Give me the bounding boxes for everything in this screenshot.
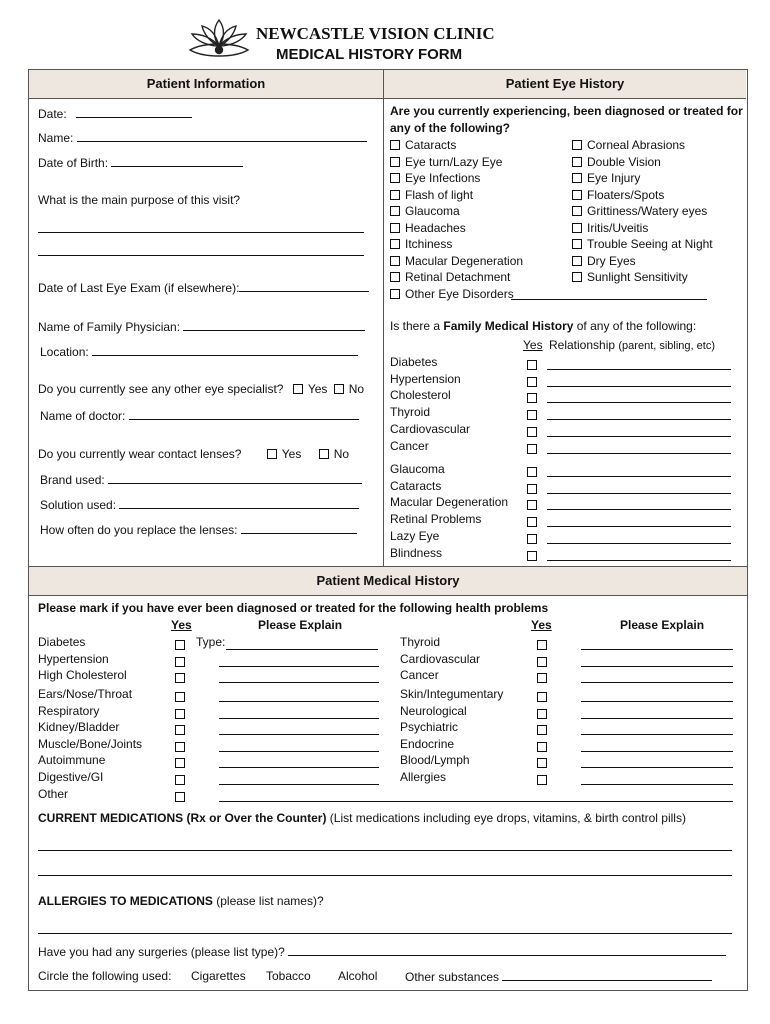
circle-cigarettes[interactable]: Cigarettes <box>191 969 246 983</box>
family-cataracts-checkbox[interactable] <box>527 482 542 496</box>
eye-condition-headaches[interactable] <box>390 221 466 235</box>
solution-field[interactable]: Solution used: <box>40 497 359 512</box>
eye-condition-trouble-seeing-at-night[interactable] <box>572 237 713 251</box>
eye-condition-label: Eye Infections <box>405 171 481 185</box>
family-cholesterol-checkbox[interactable] <box>527 391 542 405</box>
medical-thyroid-explain-line[interactable] <box>581 649 733 650</box>
family-macular-degeneration-relationship-line[interactable] <box>547 509 731 510</box>
medical-ears-nose-throat-checkbox[interactable] <box>175 690 190 704</box>
eye-condition-iritis-uveitis[interactable] <box>572 221 648 235</box>
eye-condition-label: Dry Eyes <box>587 253 636 268</box>
clinic-name: NEWCASTLE VISION CLINIC <box>256 24 495 43</box>
checkbox-icon <box>572 157 582 167</box>
eye-condition-grittiness-watery-eyes[interactable] <box>572 204 707 218</box>
medical-endocrine-checkbox[interactable] <box>537 740 552 754</box>
eye-condition-label: Trouble Seeing at Night <box>587 237 713 251</box>
medications-line-2[interactable] <box>38 875 732 876</box>
medical-digestive-gi-label: Digestive/GI <box>38 770 104 784</box>
name-field[interactable]: Name: <box>38 130 367 145</box>
medical-explain-header-left: Please Explain <box>258 618 343 632</box>
medical-hypertension-explain-line[interactable] <box>219 666 379 667</box>
medical-blood-lymph-explain-line[interactable] <box>581 767 733 768</box>
medical-allergies-label: Allergies <box>400 770 447 784</box>
diabetes-type-label: Type: <box>196 635 226 649</box>
eye-condition-label: Other Eye Disorders <box>405 286 514 301</box>
medical-skin-integumentary-label: Skin/Integumentary <box>400 687 504 701</box>
checkbox-icon <box>390 239 400 249</box>
checkbox-icon <box>572 173 582 183</box>
family-lazy-eye-label: Lazy Eye <box>390 528 440 543</box>
eye-condition-eye-injury[interactable] <box>572 171 640 185</box>
medical-respiratory-label: Respiratory <box>38 703 100 718</box>
medical-cardiovascular-label: Cardiovascular <box>400 651 481 666</box>
medical-muscle-bone-joints-checkbox[interactable] <box>175 740 190 754</box>
eye-condition-label: Headaches <box>405 220 466 235</box>
family-cataracts-label: Cataracts <box>390 478 442 493</box>
patient-eye-history-header: Patient Eye History <box>384 70 746 99</box>
medical-psychiatric-explain-line[interactable] <box>581 734 733 735</box>
contacts-yes-checkbox[interactable]: Yes <box>245 447 302 461</box>
checkbox-icon <box>572 223 582 233</box>
medical-kidney-bladder-label: Kidney/Bladder <box>38 720 120 735</box>
eye-condition-sunlight-sensitivity[interactable] <box>572 270 688 284</box>
medical-autoimmune-label: Autoimmune <box>38 753 106 768</box>
eye-condition-cataracts[interactable] <box>390 138 456 152</box>
family-cardiovascular-label: Cardiovascular <box>390 421 471 436</box>
eye-condition-label: Eye turn/Lazy Eye <box>405 154 503 169</box>
medical-yes-header-right: Yes <box>531 618 552 632</box>
eye-condition-floaters-spots[interactable] <box>572 188 664 202</box>
medical-high-cholesterol-label: High Cholesterol <box>38 668 127 683</box>
medical-high-cholesterol-explain-line[interactable] <box>219 682 379 683</box>
checkbox-icon <box>390 289 400 299</box>
current-medications-label: CURRENT MEDICATIONS (Rx or Over the Counter) (List medications including eye drops, vitamins, & birth control pills) <box>38 811 686 825</box>
medications-line-1[interactable] <box>38 850 732 851</box>
visit-purpose-line-2[interactable] <box>38 255 364 256</box>
visit-purpose-label: What is the main purpose of this visit? <box>38 193 241 207</box>
eye-condition-label: Retinal Detachment <box>405 270 511 284</box>
medical-kidney-bladder-explain-line[interactable] <box>219 734 379 735</box>
family-thyroid-label: Thyroid <box>390 405 431 420</box>
medical-respiratory-checkbox[interactable] <box>175 707 190 721</box>
medical-skin-integumentary-explain-line[interactable] <box>581 701 733 702</box>
circle-used-label: Circle the following used: <box>38 969 172 983</box>
medical-cardiovascular-checkbox[interactable] <box>537 655 552 669</box>
medical-ears-nose-throat-explain-line[interactable] <box>219 701 379 702</box>
eye-condition-other-eye-disorders[interactable] <box>390 287 514 301</box>
checkbox-icon <box>390 223 400 233</box>
eye-condition-label: Cataracts <box>405 138 457 152</box>
eye-condition-double-vision[interactable] <box>572 155 661 169</box>
medical-psychiatric-checkbox[interactable] <box>537 723 552 737</box>
medical-hypertension-checkbox[interactable] <box>175 655 190 669</box>
family-cardiovascular-checkbox[interactable] <box>527 425 542 439</box>
last-exam-field[interactable]: Date of Last Eye Exam (if elsewhere): <box>38 280 369 295</box>
family-hypertension-relationship-line[interactable] <box>547 386 731 387</box>
medical-other-explain-line[interactable] <box>219 801 733 802</box>
form-title: MEDICAL HISTORY FORM <box>276 46 463 63</box>
eye-condition-label: Flash of light <box>405 187 474 202</box>
surgeries-field[interactable]: Have you had any surgeries (please list type)? <box>38 944 726 959</box>
medical-psychiatric-label: Psychiatric <box>400 720 459 735</box>
column-divider <box>383 70 384 566</box>
checkbox-icon <box>390 206 400 216</box>
family-blindness-relationship-line[interactable] <box>547 560 731 561</box>
checkbox-icon <box>390 157 400 167</box>
medical-endocrine-explain-line[interactable] <box>581 751 733 752</box>
family-hypertension-checkbox[interactable] <box>527 375 542 389</box>
brand-field[interactable]: Brand used: <box>40 472 362 487</box>
family-glaucoma-checkbox[interactable] <box>527 465 542 479</box>
eye-condition-label: Glaucoma <box>405 204 460 218</box>
medical-high-cholesterol-checkbox[interactable] <box>175 671 190 685</box>
eye-condition-label: Macular Degeneration <box>405 253 524 268</box>
family-blindness-label: Blindness <box>390 545 443 560</box>
family-diabetes-label: Diabetes <box>390 355 438 369</box>
family-cataracts-relationship-line[interactable] <box>547 493 731 494</box>
medical-cardiovascular-explain-line[interactable] <box>581 666 733 667</box>
eye-condition-eye-infections[interactable] <box>390 171 480 185</box>
medical-digestive-gi-explain-line[interactable] <box>219 784 379 785</box>
medical-allergies-explain-line[interactable] <box>581 784 733 785</box>
medical-kidney-bladder-checkbox[interactable] <box>175 723 190 737</box>
checkbox-icon <box>390 190 400 200</box>
family-hypertension-label: Hypertension <box>390 371 461 386</box>
eye-condition-label: Sunlight Sensitivity <box>587 270 688 284</box>
eye-condition-label: Double Vision <box>587 154 661 169</box>
medical-neurological-label: Neurological <box>400 703 467 718</box>
medical-cancer-label: Cancer <box>400 668 439 683</box>
family-retinal-problems-label: Retinal Problems <box>390 512 482 527</box>
family-cancer-relationship-line[interactable] <box>547 453 731 454</box>
family-macular-degeneration-label: Macular Degeneration <box>390 495 509 510</box>
contacts-question: Do you currently wear contact lenses? Yes No <box>38 447 350 461</box>
eye-condition-label: Itchiness <box>405 237 453 251</box>
other-eye-disorders-line[interactable] <box>511 299 707 300</box>
medical-diabetes-checkbox[interactable] <box>175 638 190 652</box>
physician-field[interactable]: Name of Family Physician: <box>38 319 365 334</box>
eye-condition-macular-degeneration[interactable] <box>390 254 523 268</box>
eye-condition-eye-turn-lazy-eye[interactable] <box>390 155 502 169</box>
medical-instruction: Please mark if you have ever been diagnosed or treated for the following health problems <box>38 601 549 615</box>
eye-condition-label: Floaters/Spots <box>587 187 665 202</box>
lens-replace-field[interactable]: How often do you replace the lenses: <box>40 522 357 537</box>
medical-neurological-explain-line[interactable] <box>581 718 733 719</box>
eye-condition-dry-eyes[interactable] <box>572 254 636 268</box>
eye-condition-label: Iritis/Uveitis <box>587 220 649 235</box>
family-lazy-eye-checkbox[interactable] <box>527 532 542 546</box>
dob-field[interactable]: Date of Birth: <box>38 155 243 170</box>
family-diabetes-relationship-line[interactable] <box>547 369 731 370</box>
doctor-name-field[interactable]: Name of doctor: <box>40 408 359 423</box>
family-thyroid-relationship-line[interactable] <box>547 419 731 420</box>
medical-explain-header-right: Please Explain <box>620 618 705 632</box>
family-macular-degeneration-checkbox[interactable] <box>527 498 542 512</box>
family-glaucoma-label: Glaucoma <box>390 462 445 476</box>
date-field[interactable]: Date: <box>38 106 192 121</box>
medical-neurological-checkbox[interactable] <box>537 707 552 721</box>
relationship-column-header: Relationship (parent, sibling, etc) <box>549 338 715 352</box>
family-retinal-problems-checkbox[interactable] <box>527 515 542 529</box>
medical-cancer-explain-line[interactable] <box>581 682 733 683</box>
family-retinal-problems-relationship-line[interactable] <box>547 526 731 527</box>
medical-diabetes-label: Diabetes <box>38 635 86 649</box>
family-history-question: Is there a Family Medical History of any of the following: <box>390 319 697 333</box>
medical-thyroid-label: Thyroid <box>400 635 441 649</box>
family-blindness-checkbox[interactable] <box>527 549 542 563</box>
medical-other-checkbox[interactable] <box>175 790 190 804</box>
medical-blood-lymph-label: Blood/Lymph <box>400 753 470 768</box>
medical-other-label: Other <box>38 786 69 801</box>
allergies-line[interactable] <box>38 933 732 934</box>
checkbox-icon <box>572 140 582 150</box>
family-cholesterol-relationship-line[interactable] <box>547 402 731 403</box>
checkbox-icon <box>390 272 400 282</box>
medical-skin-integumentary-checkbox[interactable] <box>537 690 552 704</box>
eye-question-line-2: any of the following? <box>390 121 510 135</box>
medical-autoimmune-checkbox[interactable] <box>175 756 190 770</box>
checkbox-icon <box>390 173 400 183</box>
medical-autoimmune-explain-line[interactable] <box>219 767 379 768</box>
family-yes-column-header: Yes <box>523 338 543 352</box>
eye-condition-retinal-detachment[interactable] <box>390 270 510 284</box>
medical-allergies-checkbox[interactable] <box>537 773 552 787</box>
family-cancer-label: Cancer <box>390 438 429 453</box>
family-cholesterol-label: Cholesterol <box>390 388 451 403</box>
family-lazy-eye-relationship-line[interactable] <box>547 543 731 544</box>
specialist-yes-checkbox[interactable]: Yes <box>287 382 328 396</box>
family-cardiovascular-relationship-line[interactable] <box>547 436 731 437</box>
eye-condition-flash-of-light[interactable] <box>390 188 473 202</box>
checkbox-icon <box>572 190 582 200</box>
family-glaucoma-relationship-line[interactable] <box>547 476 731 477</box>
medical-cancer-checkbox[interactable] <box>537 671 552 685</box>
checkbox-icon <box>572 206 582 216</box>
medical-ears-nose-throat-label: Ears/Nose/Throat <box>38 687 133 701</box>
allergies-label: ALLERGIES TO MEDICATIONS (please list names)? <box>38 894 324 908</box>
medical-hypertension-label: Hypertension <box>38 651 109 666</box>
checkbox-icon <box>390 256 400 266</box>
medical-thyroid-checkbox[interactable] <box>537 638 552 652</box>
medical-blood-lymph-checkbox[interactable] <box>537 756 552 770</box>
clinic-logo <box>186 16 252 62</box>
circle-tobacco[interactable]: Tobacco <box>266 969 311 983</box>
location-field[interactable]: Location: <box>40 344 358 359</box>
circle-other-substances[interactable]: Other substances <box>405 969 712 984</box>
diabetes-type-line[interactable] <box>226 649 378 650</box>
patient-information-header: Patient Information <box>29 70 383 99</box>
medical-endocrine-label: Endocrine <box>400 736 455 751</box>
specialist-question: Do you currently see any other eye specialist? Yes No <box>38 382 365 396</box>
eye-condition-itchiness[interactable] <box>390 237 452 251</box>
medical-muscle-bone-joints-label: Muscle/Bone/Joints <box>38 736 143 751</box>
medical-muscle-bone-joints-explain-line[interactable] <box>219 751 379 752</box>
medical-yes-header-left: Yes <box>171 618 192 632</box>
family-thyroid-checkbox[interactable] <box>527 408 542 422</box>
patient-medical-history-header: Patient Medical History <box>29 567 747 596</box>
checkbox-icon <box>572 239 582 249</box>
checkbox-icon <box>572 272 582 282</box>
circle-alcohol[interactable]: Alcohol <box>338 969 378 983</box>
medical-respiratory-explain-line[interactable] <box>219 718 379 719</box>
checkbox-icon <box>390 140 400 150</box>
visit-purpose-line-1[interactable] <box>38 232 364 233</box>
family-cancer-checkbox[interactable] <box>527 442 542 456</box>
contacts-no-checkbox[interactable]: No <box>305 447 349 461</box>
eye-condition-corneal-abrasions[interactable] <box>572 138 685 152</box>
checkbox-icon <box>572 256 582 266</box>
eye-condition-glaucoma[interactable] <box>390 204 460 218</box>
eye-question-line-1: Are you currently experiencing, been diagnosed or treated for <box>390 104 743 118</box>
eye-condition-label: Eye Injury <box>587 171 641 185</box>
eye-condition-label: Grittiness/Watery eyes <box>587 204 708 218</box>
family-diabetes-checkbox[interactable] <box>527 358 542 372</box>
medical-digestive-gi-checkbox[interactable] <box>175 773 190 787</box>
eye-condition-label: Corneal Abrasions <box>587 138 686 152</box>
specialist-no-checkbox[interactable]: No <box>331 382 364 396</box>
